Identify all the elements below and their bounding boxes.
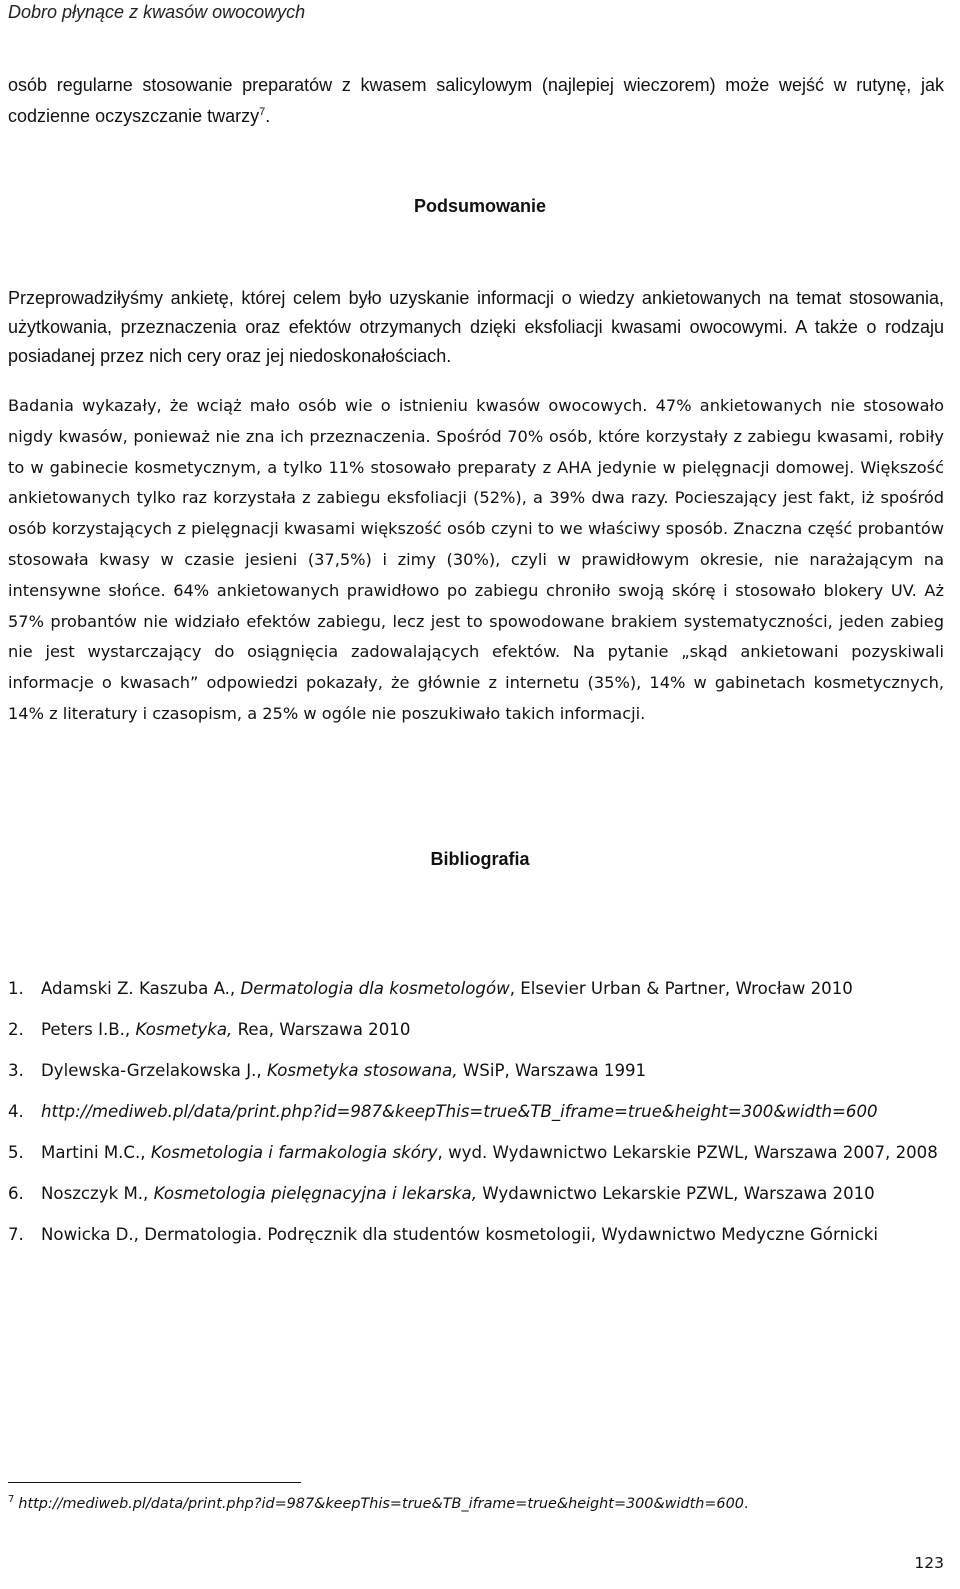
item-author: Adamski Z. Kaszuba A.,	[41, 979, 241, 998]
item-number: 7.	[8, 1225, 24, 1244]
footnote	[8, 1494, 748, 1514]
running-header: Dobro płynące z kwasów owocowych	[8, 2, 306, 22]
footnote-reference[interactable]: 7	[259, 106, 266, 118]
item-title: Kosmetologia i farmakologia skóry	[150, 1143, 438, 1162]
item-details: Wydawnictwo Lekarskie PZWL, Warszawa 2010	[477, 1184, 875, 1203]
footnote-end: .	[743, 1496, 749, 1512]
item-title: Dermatologia dla kosmetologów	[240, 979, 510, 998]
item-author: Noszczyk M.,	[41, 1184, 154, 1203]
item-link[interactable]: http://mediweb.pl/data/print.php?id=987&keepThis=true&TB_iframe=true&height=300&width=600	[41, 1102, 878, 1121]
summary-heading: Podsumowanie	[413, 196, 547, 216]
item-details: , Elsevier Urban & Partner, Wrocław 2010	[509, 979, 853, 998]
summary-paragraph-2: Badania wykazały, że wciąż mało osób wie o istnieniu kwasów owocowych. 47% ankietowanych nie stosowało nigdy kwasów, ponieważ nie zna ich przeznaczenia. Spośród 70% osób, które korzystały z zabiegu kwasami, robiły to w gabinecie kosmetycznym, a tylko 11% stosowało preparaty z AHA jedynie w pielęgnacji domowej. Większość ankietowanych tylko raz korzystała z zabiegu eksfoliacji (52%), a 39% dwa razy. Pocieszający jest fakt, iż spośród osób korzystających z pielęgnacji kwasami większość osób czyni to we właściwy sposób. Znaczna część probantów stosowała kwasy w czasie jesieni (37,5%) i zimy (30%), czyli w prawidłowym okresie, nie narażającym na intensywne słońce. 64% ankietowanych prawidłowo po zabiegu chroniło swoją skórę i stosowało blokery UV. Aż 57% probantów nie widziało efektów zabiegu, lecz jest to spowodowane brakiem systematyczności, jeden zabieg nie jest wystarczający do osiągnięcia zadowalających efektów. Na pytanie „skąd ankietowani pozyskiwali informacje o kwasach” odpowiedzi pokazały, że głównie z internetu (35%), 14% w gabinetach kosmetycznych, 14% z literatury i czasopism, a 25% w ogóle nie poszukiwało takich informacji.	[8, 396, 944, 723]
bibliography-item	[8, 1219, 944, 1250]
item-title: Kosmetyka stosowana,	[266, 1061, 458, 1080]
item-author: Nowicka D., Dermatologia. Podręcznik dla studentów kosmetologii, Wydawnictwo Medyczne Górnicki	[41, 1225, 878, 1244]
item-details: WSiP, Warszawa 1991	[457, 1061, 647, 1080]
bibliography-item	[8, 973, 944, 1004]
summary-paragraph-1: Przeprowadziłyśmy ankietę, której celem było uzyskanie informacji o wiedzy ankietowanych na temat stosowania, użytkowania, przeznaczenia oraz efektów otrzymanych dzięki eksfoliacji kwasami owocowymi. A także o rodzaju posiadanej przez nich cery oraz jej niedoskonałościach.	[8, 288, 944, 366]
bibliography-item	[8, 1178, 944, 1209]
item-author: Peters I.B.,	[41, 1020, 136, 1039]
intro-end: .	[265, 106, 271, 126]
bibliography-item	[8, 1014, 944, 1045]
bibliography-heading: Bibliografia	[430, 849, 530, 869]
page-number: 123	[914, 1554, 944, 1572]
item-details: Rea, Warszawa 2010	[232, 1020, 411, 1039]
bibliography-item	[8, 1137, 944, 1168]
item-number: 6.	[8, 1184, 24, 1203]
item-number: 4.	[8, 1102, 24, 1121]
bibliography-item	[8, 1096, 944, 1127]
item-number: 1.	[8, 979, 24, 998]
item-details: , wyd. Wydawnictwo Lekarskie PZWL, Warszawa 2007, 2008	[437, 1143, 938, 1162]
item-author: Martini M.C.,	[41, 1143, 151, 1162]
bibliography-item	[8, 1055, 944, 1086]
intro-text: osób regularne stosowanie preparatów z kwasem salicylowym (najlepiej wieczorem) może wejść w rutynę, jak codzienne oczyszczanie twarzy	[8, 75, 944, 126]
footnote-link[interactable]: http://mediweb.pl/data/print.php?id=987&keepThis=true&TB_iframe=true&height=300&width=600	[18, 1496, 744, 1512]
item-number: 5.	[8, 1143, 24, 1162]
footnote-divider	[8, 1482, 301, 1483]
item-number: 3.	[8, 1061, 24, 1080]
item-title: Kosmetyka,	[135, 1020, 233, 1039]
bibliography-list	[8, 973, 944, 1260]
item-title: Kosmetologia pielęgnacyjna i lekarska,	[153, 1184, 477, 1203]
item-number: 2.	[8, 1020, 24, 1039]
item-author: Dylewska-Grzelakowska J.,	[41, 1061, 267, 1080]
footnote-mark: 7	[8, 1494, 15, 1506]
intro-paragraph	[8, 70, 944, 132]
